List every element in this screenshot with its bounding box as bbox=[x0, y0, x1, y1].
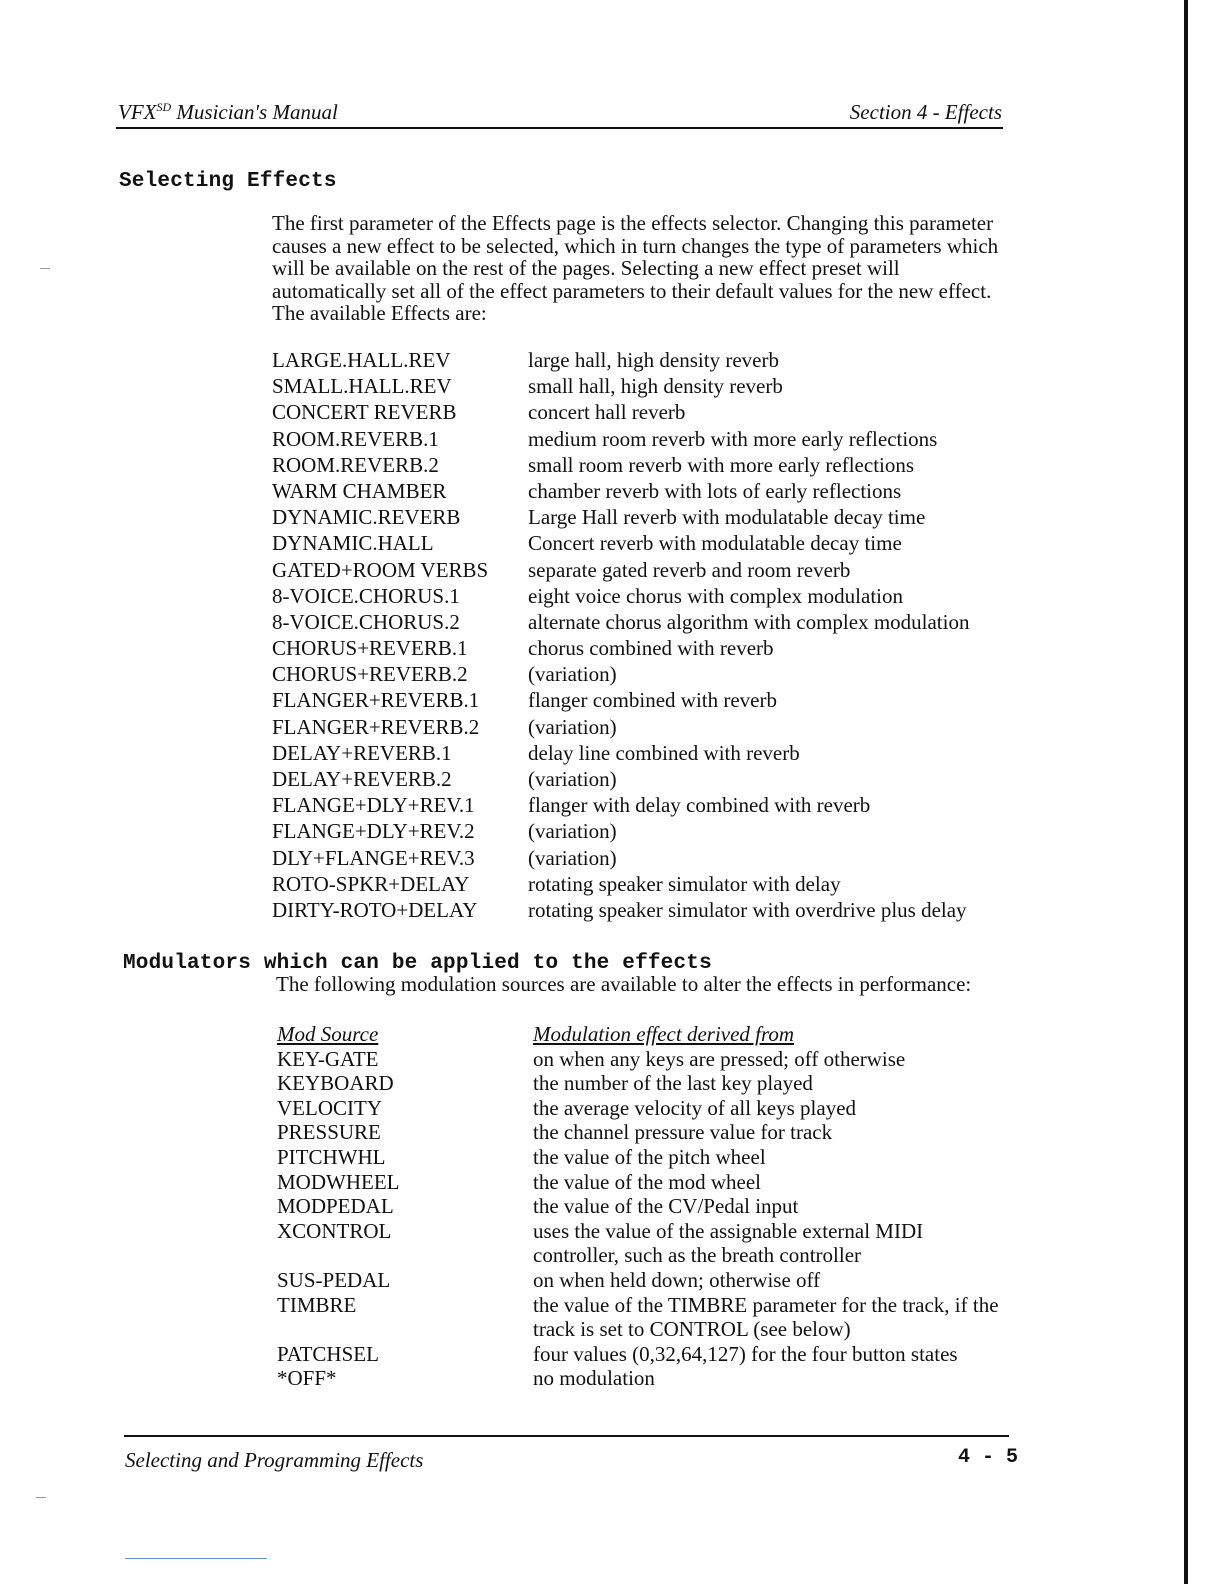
modulator-name: MODWHEEL bbox=[277, 1169, 400, 1194]
effect-name: WARM CHAMBER bbox=[272, 478, 447, 503]
modulator-name: PITCHWHL bbox=[277, 1144, 386, 1169]
effect-row bbox=[272, 558, 1012, 584]
col-header-mod-source: Mod Source bbox=[277, 1022, 379, 1046]
effect-row bbox=[272, 348, 1012, 374]
modulator-description: on when any keys are pressed; off otherwise bbox=[533, 1046, 906, 1071]
page-number: 4 - 5 bbox=[958, 1446, 1019, 1469]
effect-description: small room reverb with more early reflections bbox=[528, 452, 915, 477]
effect-name: 8-VOICE.CHORUS.1 bbox=[272, 583, 460, 608]
effect-row bbox=[272, 715, 1012, 741]
effect-name: DYNAMIC.HALL bbox=[272, 531, 434, 556]
effect-row bbox=[272, 505, 1012, 531]
modulator-name: VELOCITY bbox=[277, 1095, 382, 1120]
effect-description: Concert reverb with modulatable decay time bbox=[528, 531, 902, 556]
modulator-name: PRESSURE bbox=[277, 1120, 381, 1145]
effect-description: separate gated reverb and room reverb bbox=[528, 557, 851, 582]
modulator-row bbox=[277, 1219, 1017, 1268]
effect-name: CHORUS+REVERB.1 bbox=[272, 636, 468, 661]
effect-row bbox=[272, 793, 1012, 819]
effect-description: (variation) bbox=[528, 845, 617, 870]
modulator-name: KEY-GATE bbox=[277, 1046, 379, 1071]
effect-name: CONCERT REVERB bbox=[272, 400, 457, 425]
modulator-description: the channel pressure value for track bbox=[533, 1120, 833, 1145]
modulator-row bbox=[277, 1145, 1017, 1170]
effect-description: flanger with delay combined with reverb bbox=[528, 793, 871, 818]
effect-row bbox=[272, 846, 1012, 872]
modulator-description: uses the value of the assignable external MIDI controller, such as the breath controller bbox=[533, 1218, 924, 1268]
effect-name: DIRTY-ROTO+DELAY bbox=[272, 897, 478, 922]
footer-rule bbox=[124, 1435, 1009, 1437]
effect-description: chorus combined with reverb bbox=[528, 636, 774, 661]
modulators-intro: The following modulation sources are available to alter the effects in performance: bbox=[276, 972, 972, 996]
modulator-name: XCONTROL bbox=[277, 1218, 392, 1243]
modulator-row bbox=[277, 1047, 1017, 1072]
modulator-row bbox=[277, 1293, 1017, 1342]
modulator-description: the value of the mod wheel bbox=[533, 1169, 762, 1194]
effect-row bbox=[272, 819, 1012, 845]
effect-name: ROTO-SPKR+DELAY bbox=[272, 871, 470, 896]
modulator-description: on when held down; otherwise off bbox=[533, 1267, 821, 1292]
effect-name: DELAY+REVERB.2 bbox=[272, 767, 452, 791]
effect-name: FLANGER+REVERB.2 bbox=[272, 714, 480, 739]
effect-name: CHORUS+REVERB.2 bbox=[272, 662, 468, 687]
effect-row bbox=[272, 374, 1012, 400]
modulator-name: SUS-PEDAL bbox=[277, 1267, 391, 1292]
modulator-description: four values (0,32,64,127) for the four button states bbox=[533, 1341, 958, 1366]
effect-row bbox=[272, 662, 1012, 688]
effect-row bbox=[272, 453, 1012, 479]
modulator-description: the number of the last key played bbox=[533, 1071, 813, 1096]
effect-name: LARGE.HALL.REV bbox=[272, 348, 451, 372]
effect-description: (variation) bbox=[528, 662, 617, 687]
effect-description: medium room reverb with more early reflections bbox=[528, 426, 938, 451]
footnote-rule bbox=[125, 1558, 267, 1559]
effect-row bbox=[272, 688, 1012, 714]
section-heading-modulators: Modulators which can be applied to the effects bbox=[123, 952, 712, 975]
modulator-name: PATCHSEL bbox=[277, 1341, 379, 1366]
effect-name: GATED+ROOM VERBS bbox=[272, 557, 489, 582]
effect-name: 8-VOICE.CHORUS.2 bbox=[272, 609, 460, 634]
margin-mark bbox=[36, 1497, 46, 1498]
effect-description: (variation) bbox=[528, 819, 617, 844]
footer-title: Selecting and Programming Effects bbox=[125, 1448, 424, 1472]
modulator-row bbox=[277, 1170, 1017, 1195]
effect-description: (variation) bbox=[528, 767, 617, 791]
modulators-table bbox=[277, 1022, 1017, 1391]
effect-description: small hall, high density reverb bbox=[528, 374, 783, 399]
margin-mark bbox=[40, 268, 50, 269]
effect-description: rotating speaker simulator with delay bbox=[528, 871, 841, 896]
effect-description: alternate chorus algorithm with complex modulation bbox=[528, 609, 970, 634]
header-title: $VFX^{SD}$ Musician's Manual bbox=[118, 100, 338, 124]
modulator-name: MODPEDAL bbox=[277, 1194, 394, 1219]
modulator-row bbox=[277, 1366, 1017, 1391]
modulator-row bbox=[277, 1096, 1017, 1121]
page-edge-bar bbox=[1184, 0, 1188, 1584]
effect-name: DYNAMIC.REVERB bbox=[272, 505, 461, 530]
section-intro-paragraph: The first parameter of the Effects page is the effects selector. Changing this parameter causes a new effect to be selected, which in turn changes the type of parameters which will be available on the rest of the pages. Selecting a new effect preset will automatically set all of the effect parameters to their default values for the new effect. The available Effects are: bbox=[272, 211, 999, 325]
effect-name: FLANGE+DLY+REV.2 bbox=[272, 819, 475, 844]
modulator-description: the value of the TIMBRE parameter for the track, if the track is set to CONTROL (see below) bbox=[533, 1292, 999, 1342]
effect-name: DLY+FLANGE+REV.3 bbox=[272, 845, 475, 870]
modulator-description: the value of the CV/Pedal input bbox=[533, 1194, 799, 1219]
modulator-description: the average velocity of all keys played bbox=[533, 1095, 857, 1120]
effect-description: rotating speaker simulator with overdrive plus delay bbox=[528, 897, 967, 922]
effect-description: concert hall reverb bbox=[528, 400, 686, 425]
effects-list bbox=[272, 348, 1012, 924]
modulator-row bbox=[277, 1268, 1017, 1293]
effect-description: chamber reverb with lots of early reflections bbox=[528, 478, 902, 503]
effect-description: delay line combined with reverb bbox=[528, 740, 800, 765]
col-header-modulation-effect: Modulation effect derived from bbox=[533, 1022, 795, 1046]
effect-description: eight voice chorus with complex modulation bbox=[528, 583, 904, 608]
modulator-description: no modulation bbox=[533, 1366, 655, 1391]
modulators-table-header bbox=[277, 1022, 1017, 1047]
effect-name: SMALL.HALL.REV bbox=[272, 374, 452, 399]
modulator-row bbox=[277, 1120, 1017, 1145]
effect-row bbox=[272, 636, 1012, 662]
effect-row bbox=[272, 610, 1012, 636]
modulator-name: KEYBOARD bbox=[277, 1071, 394, 1096]
effect-row bbox=[272, 584, 1012, 610]
effect-row bbox=[272, 427, 1012, 453]
effect-description: (variation) bbox=[528, 714, 617, 739]
header-rule bbox=[116, 127, 1003, 129]
effect-name: FLANGE+DLY+REV.1 bbox=[272, 793, 475, 818]
effect-description: large hall, high density reverb bbox=[528, 348, 779, 372]
modulator-row bbox=[277, 1194, 1017, 1219]
effect-row bbox=[272, 479, 1012, 505]
effect-row bbox=[272, 898, 1012, 924]
section-heading-selecting-effects: Selecting Effects bbox=[119, 170, 337, 193]
effect-row bbox=[272, 400, 1012, 426]
effect-row bbox=[272, 531, 1012, 557]
modulator-description: the value of the pitch wheel bbox=[533, 1144, 766, 1169]
effect-name: ROOM.REVERB.1 bbox=[272, 426, 439, 451]
effect-name: FLANGER+REVERB.1 bbox=[272, 688, 480, 713]
header-section: Section 4 - Effects bbox=[849, 100, 1002, 124]
effect-name: DELAY+REVERB.1 bbox=[272, 740, 452, 765]
effect-description: flanger combined with reverb bbox=[528, 688, 777, 713]
modulator-name: TIMBRE bbox=[277, 1292, 357, 1317]
effect-row bbox=[272, 741, 1012, 767]
modulator-name: *OFF* bbox=[277, 1366, 337, 1391]
modulator-row bbox=[277, 1071, 1017, 1096]
effect-row bbox=[272, 767, 1012, 793]
modulator-row bbox=[277, 1342, 1017, 1367]
effect-description: Large Hall reverb with modulatable decay time bbox=[528, 505, 926, 530]
effect-name: ROOM.REVERB.2 bbox=[272, 452, 439, 477]
effect-row bbox=[272, 872, 1012, 898]
